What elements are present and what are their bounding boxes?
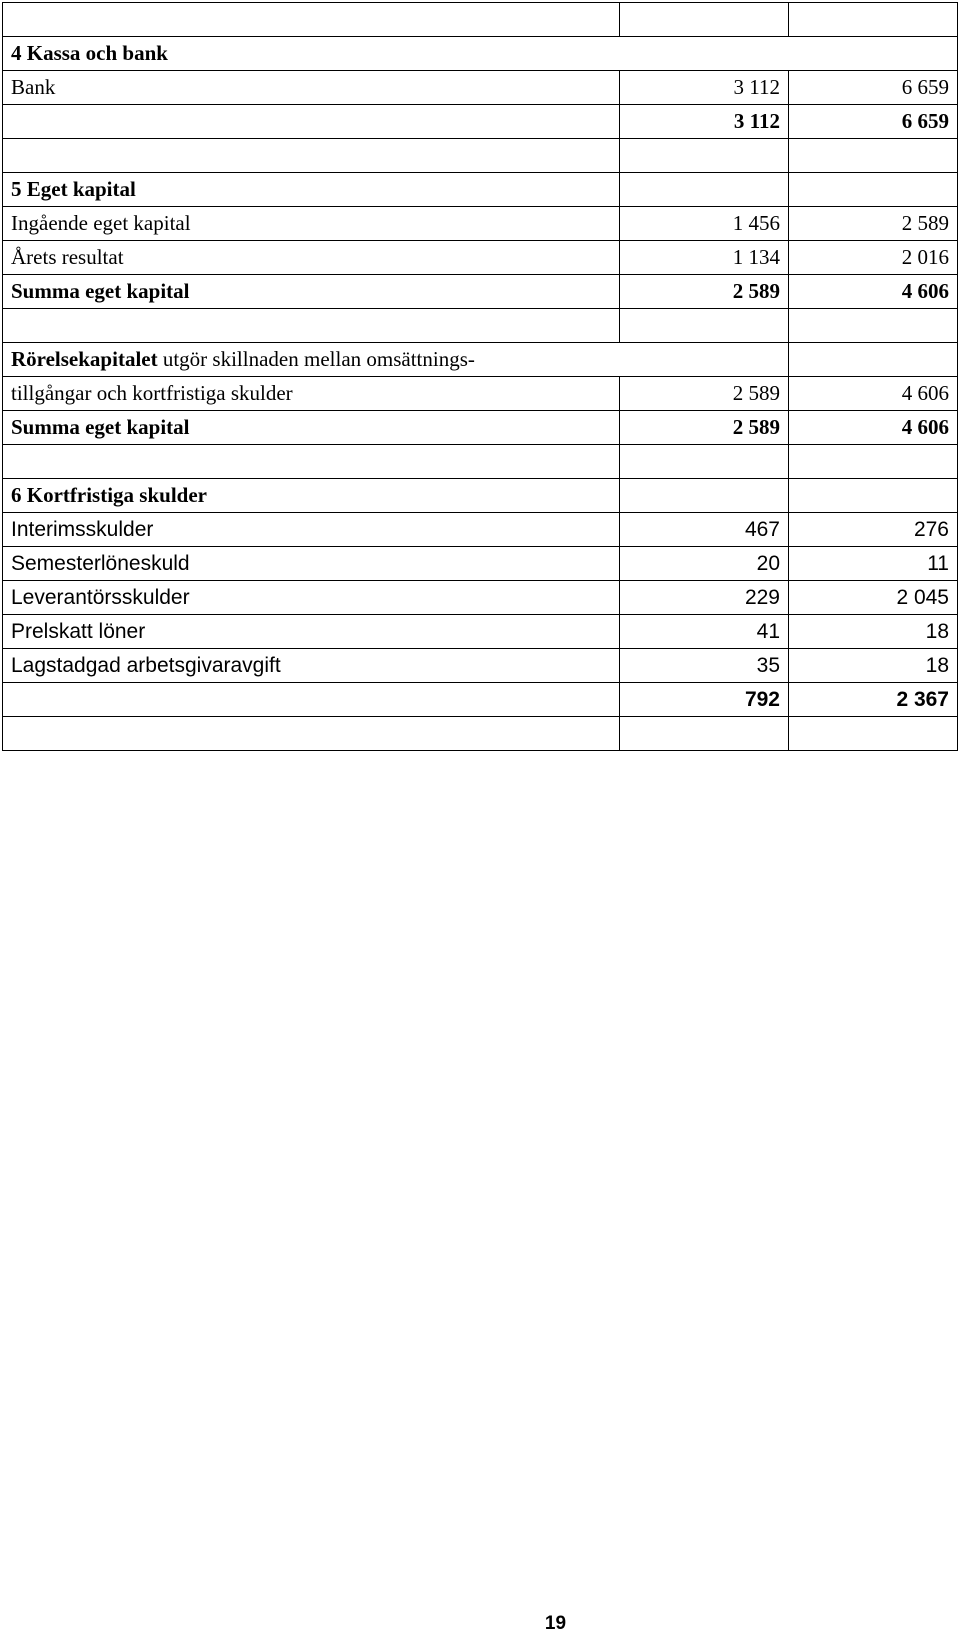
section-heading-kortfristiga-skulder: 6 Kortfristiga skulder xyxy=(3,479,620,513)
section-heading-row xyxy=(3,37,958,71)
value-current: 3 112 xyxy=(620,71,789,105)
value-previous: 18 xyxy=(789,649,958,683)
table-row-blank xyxy=(3,139,958,173)
row-label: Lagstadgad arbetsgivaravgift xyxy=(3,649,620,683)
total-previous: 6 659 xyxy=(789,105,958,139)
total-previous: 4 606 xyxy=(789,411,958,445)
total-current: 792 xyxy=(620,683,789,717)
value-current: 229 xyxy=(620,581,789,615)
total-row xyxy=(3,683,958,717)
total-row xyxy=(3,411,958,445)
table-row xyxy=(3,377,958,411)
value-current: 2 589 xyxy=(620,377,789,411)
value-previous: 276 xyxy=(789,513,958,547)
value-previous: 11 xyxy=(789,547,958,581)
table-row xyxy=(3,615,958,649)
value-current: 20 xyxy=(620,547,789,581)
table-row-blank xyxy=(3,3,958,37)
total-current: 2 589 xyxy=(620,411,789,445)
total-previous: 4 606 xyxy=(789,275,958,309)
table-row xyxy=(3,581,958,615)
total-current: 2 589 xyxy=(620,275,789,309)
section-heading-row xyxy=(3,173,958,207)
value-previous: 2 016 xyxy=(789,241,958,275)
total-previous: 2 367 xyxy=(789,683,958,717)
value-previous: 2 045 xyxy=(789,581,958,615)
total-row xyxy=(3,105,958,139)
row-label: Leverantörsskulder xyxy=(3,581,620,615)
row-label: Ingående eget kapital xyxy=(3,207,620,241)
value-previous: 4 606 xyxy=(789,377,958,411)
table-row xyxy=(3,649,958,683)
table-row-blank xyxy=(3,445,958,479)
rorelsekapital-row xyxy=(3,343,958,377)
value-previous: 18 xyxy=(789,615,958,649)
row-label: Prelskatt löner xyxy=(3,615,620,649)
section-heading-eget-kapital: 5 Eget kapital xyxy=(3,173,620,207)
value-current: 1 456 xyxy=(620,207,789,241)
rorelsekapital-description: utgör skillnaden mellan omsättnings- xyxy=(157,347,475,371)
page-number: 19 xyxy=(544,1613,567,1634)
row-label: Årets resultat xyxy=(3,241,620,275)
table-row xyxy=(3,207,958,241)
value-current: 1 134 xyxy=(620,241,789,275)
value-previous: 6 659 xyxy=(789,71,958,105)
total-current: 3 112 xyxy=(620,105,789,139)
row-label: Bank xyxy=(3,71,620,105)
value-current: 467 xyxy=(620,513,789,547)
table-row xyxy=(3,513,958,547)
value-previous: 2 589 xyxy=(789,207,958,241)
section-heading-kassa-och-bank: 4 Kassa och bank xyxy=(3,37,958,71)
table-row xyxy=(3,241,958,275)
table-row xyxy=(3,71,958,105)
rorelsekapital-term: Rörelsekapitalet xyxy=(11,347,158,371)
notes-table xyxy=(2,2,958,751)
total-label: Summa eget kapital xyxy=(3,411,620,445)
table-row-blank xyxy=(3,309,958,343)
row-label: Semesterlöneskuld xyxy=(3,547,620,581)
row-label: tillgångar och kortfristiga skulder xyxy=(3,377,620,411)
total-row xyxy=(3,275,958,309)
value-current: 41 xyxy=(620,615,789,649)
table-row-blank xyxy=(3,717,958,751)
table-row xyxy=(3,547,958,581)
section-heading-row xyxy=(3,479,958,513)
row-label: Interimsskulder xyxy=(3,513,620,547)
total-label: Summa eget kapital xyxy=(3,275,620,309)
value-current: 35 xyxy=(620,649,789,683)
rorelsekapital-text xyxy=(3,343,789,377)
